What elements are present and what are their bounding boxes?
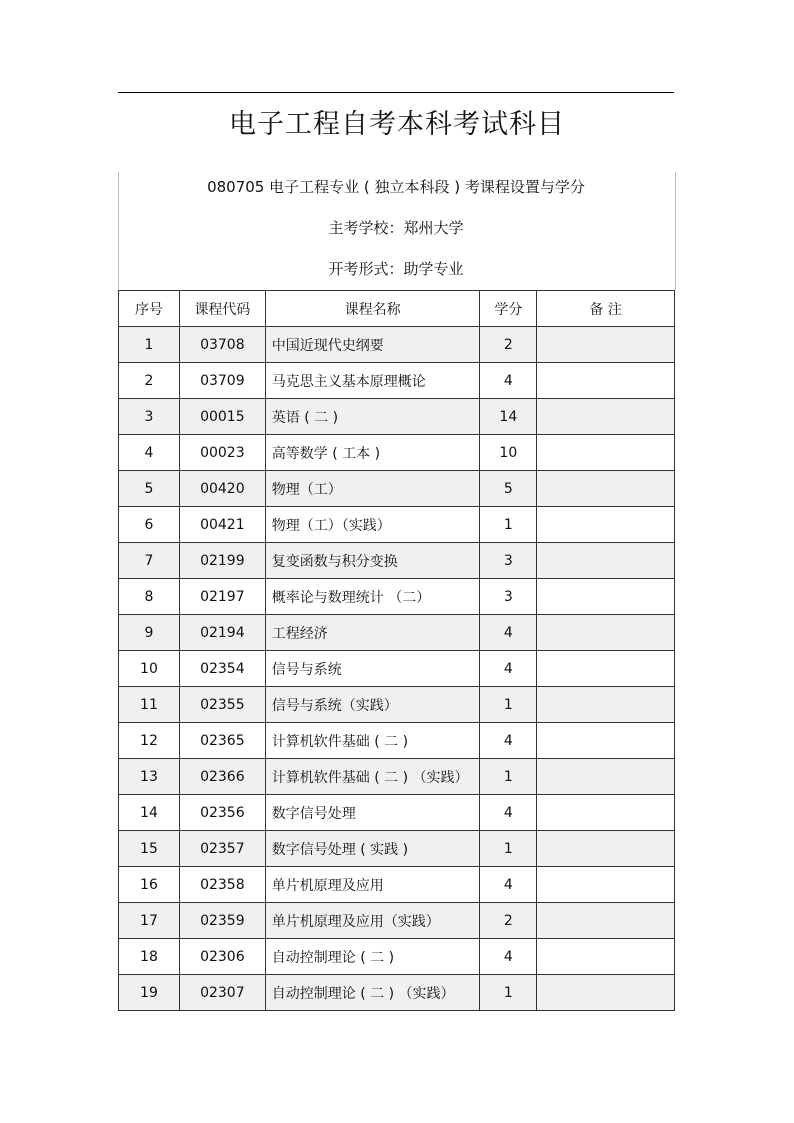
course-code-cell: 02307 <box>179 975 265 1011</box>
exam-format: 开考形式：助学专业 <box>328 260 464 278</box>
note-cell <box>537 543 675 579</box>
header-credit: 学分 <box>480 291 537 327</box>
row-no-cell: 18 <box>119 939 180 975</box>
row-no-cell: 10 <box>119 651 180 687</box>
note-cell <box>537 759 675 795</box>
course-name-cell: 高等数学 ( 工本 ) <box>265 435 480 471</box>
table-row <box>119 867 675 903</box>
note-cell <box>537 687 675 723</box>
credit-cell: 4 <box>480 363 537 399</box>
credit-cell: 4 <box>480 615 537 651</box>
course-name-cell: 概率论与数理统计 （二） <box>265 579 480 615</box>
course-code-cell: 00015 <box>179 399 265 435</box>
note-cell <box>537 723 675 759</box>
note-cell <box>537 327 675 363</box>
note-cell <box>537 867 675 903</box>
table-body <box>119 327 675 1011</box>
course-code-cell: 02365 <box>179 723 265 759</box>
course-name-cell: 计算机软件基础 ( 二 ) <box>265 723 480 759</box>
credit-cell: 1 <box>480 975 537 1011</box>
document-title: 电子工程自考本科考试科目 <box>229 109 565 140</box>
row-no-cell: 9 <box>119 615 180 651</box>
row-no-cell: 17 <box>119 903 180 939</box>
course-name-cell: 马克思主义基本原理概论 <box>265 363 480 399</box>
table-row <box>119 579 675 615</box>
credit-cell: 2 <box>480 327 537 363</box>
course-code-cell: 00420 <box>179 471 265 507</box>
row-no-cell: 2 <box>119 363 180 399</box>
course-code-cell: 03709 <box>179 363 265 399</box>
course-name-cell: 信号与系统（实践） <box>265 687 480 723</box>
course-name-cell: 信号与系统 <box>265 651 480 687</box>
credit-cell: 1 <box>480 687 537 723</box>
course-code-cell: 03708 <box>179 327 265 363</box>
course-name-cell: 数字信号处理 ( 实践 ) <box>265 831 480 867</box>
note-cell <box>537 435 675 471</box>
note-cell <box>537 507 675 543</box>
note-cell <box>537 651 675 687</box>
course-code-cell: 02359 <box>179 903 265 939</box>
credit-cell: 1 <box>480 831 537 867</box>
table-row <box>119 831 675 867</box>
credit-cell: 3 <box>480 543 537 579</box>
row-no-cell: 8 <box>119 579 180 615</box>
note-cell <box>537 471 675 507</box>
credit-cell: 4 <box>480 939 537 975</box>
course-name-cell: 物理（工）（实践） <box>265 507 480 543</box>
table-row <box>119 615 675 651</box>
header-no: 序号 <box>119 291 180 327</box>
row-no-cell: 4 <box>119 435 180 471</box>
row-no-cell: 14 <box>119 795 180 831</box>
credit-cell: 5 <box>480 471 537 507</box>
course-code-cell: 02358 <box>179 867 265 903</box>
credit-cell: 1 <box>480 759 537 795</box>
header-code: 课程代码 <box>179 291 265 327</box>
course-name-cell: 自动控制理论 ( 二 ) （实践） <box>265 975 480 1011</box>
course-name-cell: 数字信号处理 <box>265 795 480 831</box>
credit-cell: 4 <box>480 723 537 759</box>
header-note: 备 注 <box>537 291 675 327</box>
table-row <box>119 687 675 723</box>
course-name-cell: 自动控制理论 ( 二 ) <box>265 939 480 975</box>
header-rule <box>118 92 674 93</box>
row-no-cell: 5 <box>119 471 180 507</box>
course-name-cell: 工程经济 <box>265 615 480 651</box>
note-cell <box>537 399 675 435</box>
course-code-cell: 02355 <box>179 687 265 723</box>
course-code-cell: 02354 <box>179 651 265 687</box>
course-code-cell: 02357 <box>179 831 265 867</box>
credit-cell: 10 <box>480 435 537 471</box>
row-no-cell: 16 <box>119 867 180 903</box>
table-row <box>119 363 675 399</box>
course-code-cell: 02194 <box>179 615 265 651</box>
table-row <box>119 651 675 687</box>
course-name-cell: 物理（工） <box>265 471 480 507</box>
credit-cell: 1 <box>480 507 537 543</box>
table-row <box>119 327 675 363</box>
note-cell <box>537 939 675 975</box>
table-header-row <box>119 291 675 327</box>
header-name: 课程名称 <box>265 291 480 327</box>
table-row <box>119 795 675 831</box>
course-code-cell: 00421 <box>179 507 265 543</box>
course-code-cell: 02197 <box>179 579 265 615</box>
major-subtitle: 080705 电子工程专业 ( 独立本科段 ) 考课程设置与学分 <box>207 178 585 196</box>
table-row <box>119 471 675 507</box>
table-row <box>119 975 675 1011</box>
course-code-cell: 00023 <box>179 435 265 471</box>
note-cell <box>537 615 675 651</box>
course-name-cell: 计算机软件基础 ( 二 ) （实践） <box>265 759 480 795</box>
note-cell <box>537 831 675 867</box>
table-row <box>119 507 675 543</box>
credit-cell: 4 <box>480 651 537 687</box>
course-table <box>118 290 675 1011</box>
row-no-cell: 7 <box>119 543 180 579</box>
table-row <box>119 723 675 759</box>
table-row <box>119 903 675 939</box>
note-cell <box>537 795 675 831</box>
row-no-cell: 15 <box>119 831 180 867</box>
course-code-cell: 02356 <box>179 795 265 831</box>
row-no-cell: 3 <box>119 399 180 435</box>
row-no-cell: 13 <box>119 759 180 795</box>
note-cell <box>537 579 675 615</box>
credit-cell: 4 <box>480 867 537 903</box>
note-cell <box>537 363 675 399</box>
row-no-cell: 11 <box>119 687 180 723</box>
course-name-cell: 复变函数与积分变换 <box>265 543 480 579</box>
course-name-cell: 单片机原理及应用（实践） <box>265 903 480 939</box>
credit-cell: 4 <box>480 795 537 831</box>
course-code-cell: 02366 <box>179 759 265 795</box>
table-row <box>119 435 675 471</box>
row-no-cell: 6 <box>119 507 180 543</box>
table-row <box>119 939 675 975</box>
course-code-cell: 02306 <box>179 939 265 975</box>
table-row <box>119 759 675 795</box>
table-row <box>119 399 675 435</box>
course-name-cell: 单片机原理及应用 <box>265 867 480 903</box>
host-school: 主考学校：郑州大学 <box>328 219 464 237</box>
row-no-cell: 12 <box>119 723 180 759</box>
table-row <box>119 543 675 579</box>
course-code-cell: 02199 <box>179 543 265 579</box>
credit-cell: 2 <box>480 903 537 939</box>
credit-cell: 14 <box>480 399 537 435</box>
row-no-cell: 19 <box>119 975 180 1011</box>
course-name-cell: 中国近现代史纲要 <box>265 327 480 363</box>
credit-cell: 3 <box>480 579 537 615</box>
note-cell <box>537 903 675 939</box>
note-cell <box>537 975 675 1011</box>
row-no-cell: 1 <box>119 327 180 363</box>
course-name-cell: 英语 ( 二 ) <box>265 399 480 435</box>
